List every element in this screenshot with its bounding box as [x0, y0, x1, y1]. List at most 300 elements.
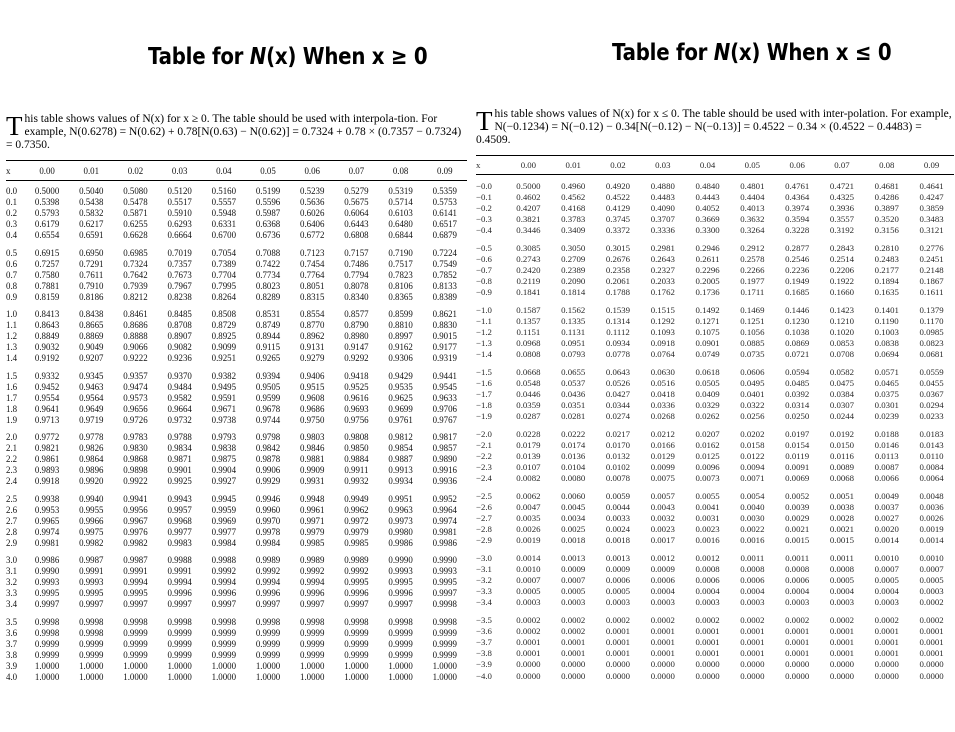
table-cell: 0.9986	[432, 537, 457, 548]
x-value: 0.7	[6, 269, 18, 280]
table-cell: 0.0019	[919, 524, 944, 535]
table-cell: 0.0000	[829, 670, 855, 681]
table-cell: 0.2877	[785, 243, 810, 253]
table-cell: 0.0001	[874, 648, 899, 659]
table-cell: 0.9986	[388, 537, 413, 548]
table-cell: 0.1949	[785, 276, 810, 287]
table-cell: 0.9207	[79, 353, 104, 364]
table-row	[476, 451, 954, 462]
x-value: 3.0	[6, 555, 18, 565]
table-cell: 0.9934	[388, 476, 413, 487]
table-row	[476, 626, 954, 637]
table-cell: 0.0002	[785, 615, 810, 625]
table-cell: 0.9633	[432, 392, 457, 403]
table-cell: 0.0244	[829, 411, 855, 422]
x-value: −1.5	[476, 367, 492, 377]
table-cell: 0.0002	[650, 615, 675, 625]
table-cell: 0.0029	[785, 513, 810, 524]
column-header: 0.04	[216, 166, 232, 176]
x-value: 2.2	[6, 454, 18, 465]
table-cell: 0.7157	[344, 247, 369, 258]
table-cell: 0.0001	[740, 648, 765, 659]
table-cell: 0.3300	[695, 225, 720, 236]
table-cell: 0.3446	[516, 225, 541, 236]
table-cell: 0.0014	[874, 535, 899, 546]
table-cell: 0.2266	[740, 265, 765, 276]
table-cell: 0.9999	[167, 649, 192, 660]
table-cell: 0.5478	[123, 197, 148, 208]
table-cell: 0.5948	[211, 208, 237, 219]
table-cell: 0.2358	[605, 265, 631, 276]
table-cell: 0.2743	[516, 254, 541, 265]
x-value: 1.8	[6, 403, 18, 414]
table-cell: 0.5319	[388, 186, 413, 196]
x-value: 3.9	[6, 660, 18, 671]
table-cell: 0.9957	[167, 504, 192, 515]
x-value: −3.5	[476, 615, 492, 625]
x-value: 1.4	[6, 353, 18, 364]
column-header: 0.08	[879, 160, 895, 170]
table-cell: 0.9625	[388, 392, 413, 403]
table-cell: 0.0075	[650, 473, 675, 484]
table-cell: 0.5160	[211, 186, 237, 196]
table-cell: 0.3050	[561, 243, 586, 253]
x-value: −1.8	[476, 400, 492, 411]
table-cell: 0.2946	[695, 243, 720, 253]
x-value: 3.5	[6, 616, 18, 627]
table-cell: 0.0016	[740, 535, 765, 546]
column-header: 0.01	[565, 160, 581, 170]
table-cell: 0.0239	[874, 411, 899, 422]
table-cell: 0.9719	[79, 414, 104, 425]
table-row	[6, 186, 467, 197]
table-cell: 0.0537	[561, 378, 586, 389]
table-cell: 0.9868	[123, 454, 148, 465]
table-cell: 0.0630	[650, 367, 675, 377]
table-cell: 0.0002	[561, 615, 586, 625]
x-value: 2.0	[6, 432, 18, 442]
table-cell: 0.1003	[874, 327, 899, 338]
table-cell: 0.3821	[516, 214, 541, 225]
x-value: −1.9	[476, 411, 492, 422]
x-value: 4.0	[6, 672, 18, 682]
table-cell: 0.5000	[34, 186, 60, 196]
table-cell: 0.9988	[167, 555, 192, 565]
table-cell: 0.0003	[695, 597, 720, 608]
table-cell: 0.0179	[516, 440, 541, 451]
table-cell: 0.9948	[300, 493, 325, 504]
table-cell: 0.0934	[605, 338, 631, 349]
table-cell: 0.9846	[300, 443, 325, 454]
table-cell: 0.6879	[432, 230, 457, 241]
table-cell: 0.9995	[123, 588, 148, 599]
x-value: 2.4	[6, 476, 18, 487]
table-cell: 0.9995	[432, 577, 457, 588]
table-cell: 0.9997	[255, 599, 281, 610]
x-value: 1.0	[6, 309, 18, 319]
table-cell: 0.9985	[344, 537, 369, 548]
table-cell: 0.9484	[167, 381, 192, 392]
x-value: −0.5	[476, 243, 492, 253]
table-cell: 0.9987	[123, 555, 148, 565]
table-cell: 0.0721	[785, 349, 810, 360]
row-block	[6, 309, 467, 364]
table-cell: 0.9922	[123, 476, 148, 487]
x-column-header: x	[6, 166, 11, 176]
table-cell: 0.9713	[34, 414, 60, 425]
table-cell: 0.9236	[167, 353, 192, 364]
table-cell: 0.9726	[123, 414, 148, 425]
table-negative-x	[476, 0, 955, 732]
x-value: −3.2	[476, 575, 492, 586]
table-cell: 0.9599	[255, 392, 281, 403]
table-cell: 0.0018	[561, 535, 586, 546]
table-cell: 0.7389	[211, 258, 237, 269]
table-cell: 0.3228	[785, 225, 810, 236]
table-cell: 0.9505	[255, 381, 281, 392]
table-cell: 0.9495	[211, 381, 237, 392]
table-cell: 0.0000	[829, 659, 855, 670]
table-cell: 0.1292	[650, 316, 675, 327]
table-cell: 0.9678	[255, 403, 281, 414]
table-cell: 0.9732	[167, 414, 192, 425]
table-cell: 0.0008	[829, 564, 855, 575]
x-value: −3.3	[476, 586, 492, 597]
table-cell: 0.7734	[255, 269, 281, 280]
table-cell: 0.0287	[516, 411, 541, 422]
table-cell: 1.0000	[79, 660, 104, 671]
table-cell: 0.9998	[34, 627, 60, 638]
table-row	[476, 400, 954, 411]
table-cell: 1.0000	[211, 672, 237, 682]
table-cell: 0.2389	[561, 265, 586, 276]
table-cell: 0.9913	[388, 465, 413, 476]
table-cell: 0.9147	[344, 342, 369, 353]
table-cell: 1.0000	[344, 660, 369, 671]
table-cell: 0.7995	[211, 280, 237, 291]
table-cell: 0.9996	[211, 588, 237, 599]
table-cell: 0.9952	[432, 493, 457, 504]
x-value: −2.3	[476, 462, 492, 473]
table-cell: 0.4880	[650, 181, 675, 191]
table-cell: 1.0000	[344, 672, 369, 682]
x-value: −3.7	[476, 637, 492, 648]
table-cell: 0.0146	[874, 440, 899, 451]
table-cell: 0.0217	[605, 429, 631, 439]
table-row	[6, 208, 467, 219]
table-cell: 0.0012	[695, 553, 720, 563]
table-row	[476, 524, 954, 535]
table-cell: 0.9993	[34, 577, 60, 588]
table-header-rule	[476, 174, 954, 175]
table-cell: 0.9999	[388, 649, 413, 660]
table-cell: 0.0344	[605, 400, 631, 411]
x-value: −0.3	[476, 214, 492, 225]
table-cell: 0.0008	[740, 564, 765, 575]
table-cell: 0.0001	[919, 637, 944, 648]
table-cell: 0.0000	[874, 659, 899, 670]
table-cell: 0.0049	[874, 491, 899, 501]
x-value: 1.3	[6, 342, 18, 353]
table-row	[6, 628, 467, 639]
table-cell: 0.7881	[34, 280, 60, 291]
x-value: 1.9	[6, 414, 18, 425]
table-cell: 0.6406	[300, 219, 325, 230]
column-header: 0.05	[744, 160, 761, 170]
table-cell: 0.7704	[211, 269, 237, 280]
table-cell: 0.9535	[388, 381, 413, 392]
x-value: 3.6	[6, 627, 18, 638]
table-cell: 0.9850	[344, 443, 369, 454]
table-cell: 0.0222	[561, 429, 586, 439]
table-cell: 0.9999	[344, 638, 369, 649]
table-cell: 0.9997	[300, 599, 325, 610]
x-value: 2.3	[6, 465, 18, 476]
table-cell: 0.9996	[255, 588, 281, 599]
table-cell: 0.9998	[432, 616, 457, 627]
table-cell: 0.2578	[740, 254, 765, 265]
table-cell: 0.4443	[695, 192, 720, 203]
table-cell: 0.0051	[829, 491, 855, 501]
table-cell: 0.9332	[34, 370, 60, 381]
table-cell: 0.0002	[740, 615, 765, 625]
table-cell: 0.0823	[919, 338, 944, 349]
table-row	[6, 382, 467, 393]
column-header: 0.07	[834, 160, 850, 170]
x-value: 0.4	[6, 230, 18, 241]
table-cell: 0.8554	[300, 309, 325, 319]
table-cell: 0.0256	[740, 411, 765, 422]
table-cell: 0.5398	[34, 197, 60, 208]
table-cell: 0.8413	[34, 309, 60, 319]
row-block	[476, 243, 954, 298]
table-cell: 0.1190	[874, 316, 899, 327]
table-cell: 0.8106	[388, 280, 413, 291]
table-cell: 0.7823	[388, 269, 413, 280]
table-cell: 0.9967	[123, 515, 148, 526]
x-value: −1.3	[476, 338, 492, 349]
table-cell: 0.0102	[605, 462, 631, 473]
table-cell: 0.0002	[605, 615, 631, 625]
table-row	[6, 617, 467, 628]
table-cell: 0.0023	[650, 524, 675, 535]
table-cell: 1.0000	[211, 660, 237, 671]
table-cell: 0.9656	[123, 403, 148, 414]
column-header: 0.03	[171, 166, 188, 176]
table-cell: 0.9936	[432, 476, 457, 487]
table-cell: 0.9999	[211, 638, 237, 649]
table-cell: 0.0018	[605, 535, 631, 546]
table-cell: 0.9982	[123, 537, 148, 548]
table-cell: 0.9916	[432, 465, 457, 476]
table-header-rule	[6, 180, 467, 181]
table-cell: 0.9999	[344, 627, 369, 638]
table-row	[476, 411, 954, 422]
table-row	[476, 192, 954, 203]
table-cell: 0.0016	[695, 535, 720, 546]
table-cell: 0.9999	[123, 649, 148, 660]
table-cell: 0.0094	[740, 462, 765, 473]
table-cell: 0.1539	[605, 305, 631, 315]
table-cell: 0.0017	[650, 535, 675, 546]
table-cell: 0.0001	[695, 637, 720, 648]
table-cell: 0.9978	[255, 526, 281, 537]
table-cell: 0.1446	[785, 305, 810, 315]
table-cell: 0.4483	[650, 192, 675, 203]
table-cell: 0.1660	[829, 287, 855, 298]
table-cell: 0.9998	[123, 616, 148, 627]
table-cell: 0.1922	[829, 276, 855, 287]
table-cell: 0.7794	[344, 269, 369, 280]
table-row	[6, 505, 467, 516]
table-cell: 0.9319	[432, 353, 457, 364]
x-value: −0.4	[476, 225, 492, 236]
x-value: −0.6	[476, 254, 492, 265]
table-cell: 0.0107	[516, 462, 541, 473]
table-cell: 0.1314	[605, 316, 631, 327]
table-cell: 0.0005	[516, 586, 541, 597]
table-cell: 0.2676	[605, 254, 631, 265]
table-row	[476, 349, 954, 360]
table-cell: 0.7939	[123, 280, 148, 291]
table-cell: 0.9998	[79, 616, 104, 627]
table-cell: 0.9979	[344, 526, 369, 537]
row-block	[476, 429, 954, 484]
table-row	[6, 404, 467, 415]
table-cell: 0.0000	[785, 670, 810, 681]
table-cell: 0.9975	[79, 526, 104, 537]
table-cell: 0.7257	[34, 258, 60, 269]
table-cell: 0.7190	[388, 247, 413, 258]
table-cell: 0.3372	[605, 225, 631, 236]
table-cell: 0.9738	[211, 414, 237, 425]
table-row	[6, 248, 467, 259]
table-cell: 0.9997	[167, 599, 192, 610]
table-cell: 0.0838	[874, 338, 899, 349]
table-row	[476, 615, 954, 626]
x-value: −0.8	[476, 276, 492, 287]
table-cell: 0.9929	[255, 476, 281, 487]
table-cell: 0.9699	[388, 403, 413, 414]
x-value: −3.4	[476, 597, 492, 608]
table-cell: 0.9999	[300, 627, 325, 638]
table-cell: 0.7324	[123, 258, 148, 269]
table-cell: 0.9999	[123, 627, 148, 638]
table-cell: 0.0084	[919, 462, 944, 473]
table-row	[476, 181, 954, 192]
table-cell: 0.9965	[34, 515, 60, 526]
table-cell: 0.0188	[874, 429, 899, 439]
table-cell: 0.0021	[829, 524, 855, 535]
x-value: −2.9	[476, 535, 492, 546]
table-cell: 1.0000	[388, 672, 413, 682]
table-cell: 0.2483	[874, 254, 899, 265]
table-cell: 0.0427	[605, 389, 631, 400]
table-cell: 0.0054	[740, 491, 765, 501]
table-cell: 0.7123	[300, 247, 325, 258]
x-value: −1.2	[476, 327, 492, 338]
table-cell: 0.4286	[874, 192, 899, 203]
table-cell: 0.0002	[561, 626, 586, 637]
table-cell: 0.0044	[605, 502, 631, 513]
table-cell: 0.6700	[211, 230, 237, 241]
table-cell: 0.2810	[874, 243, 899, 253]
table-cell: 0.9999	[255, 627, 281, 638]
table-cell: 0.0033	[605, 513, 631, 524]
table-cell: 0.0005	[605, 586, 631, 597]
table-cell: 0.8531	[255, 309, 281, 319]
table-cell: 1.0000	[300, 672, 325, 682]
table-cell: 0.8577	[344, 309, 369, 319]
table-cell: 0.0001	[695, 648, 720, 659]
table-cell: 0.0013	[605, 553, 631, 563]
table-cell: 0.0367	[919, 389, 944, 400]
table-cell: 0.1867	[919, 276, 944, 287]
table-cell: 0.0022	[740, 524, 765, 535]
table-cell: 0.0643	[605, 367, 631, 377]
x-value: −0.1	[476, 192, 492, 203]
table-cell: 0.9994	[211, 577, 237, 588]
table-cell: 0.9993	[79, 577, 104, 588]
table-cell: 0.9960	[255, 504, 281, 515]
table-cell: 0.0028	[829, 513, 855, 524]
table-cell: 0.1469	[740, 305, 765, 315]
table-cell: 0.0455	[919, 378, 944, 389]
table-cell: 0.8708	[167, 320, 192, 331]
table-cell: 0.9974	[432, 515, 457, 526]
table-row	[476, 338, 954, 349]
table-cell: 0.0013	[561, 553, 586, 563]
table-cell: 0.5080	[123, 186, 148, 196]
table-cell: 0.9554	[34, 392, 60, 403]
table-cell: 0.0001	[650, 648, 675, 659]
table-cell: 0.4129	[605, 203, 631, 214]
table-cell: 0.0322	[740, 400, 765, 411]
table-cell: 0.6026	[300, 208, 325, 219]
table-cell: 0.1379	[919, 305, 944, 315]
table-row	[6, 650, 467, 661]
table-cell: 0.2981	[650, 243, 675, 253]
table-cell: 0.9901	[167, 465, 192, 476]
table-cell: 0.0004	[740, 586, 765, 597]
table-cell: 0.8749	[255, 320, 281, 331]
table-cell: 0.1251	[740, 316, 765, 327]
table-row	[476, 276, 954, 287]
table-cell: 0.0039	[785, 502, 810, 513]
table-cell: 0.9994	[255, 577, 281, 588]
table-cell: 0.0170	[605, 440, 631, 451]
table-cell: 0.9884	[344, 454, 369, 465]
table-cell: 0.0010	[516, 564, 541, 575]
table-cell: 0.0003	[650, 597, 675, 608]
table-cell: 0.9974	[34, 526, 60, 537]
x-value: 0.0	[6, 186, 18, 196]
table-cell: 0.0274	[605, 411, 631, 422]
table-cell: 0.1611	[919, 287, 944, 298]
table-cell: 0.1038	[785, 327, 810, 338]
table-cell: 0.0031	[695, 513, 720, 524]
table-cell: 0.9991	[79, 566, 104, 577]
table-cell: 0.0918	[650, 338, 675, 349]
table-cell: 0.0003	[829, 597, 855, 608]
table-cell: 0.9861	[34, 454, 60, 465]
table-cell: 0.0136	[561, 451, 586, 462]
table-cell: 0.9772	[34, 432, 60, 442]
table-cell: 0.9996	[388, 588, 413, 599]
table-cell: 0.0392	[785, 389, 810, 400]
table-cell: 0.0008	[785, 564, 810, 575]
table-cell: 0.7910	[79, 280, 104, 291]
